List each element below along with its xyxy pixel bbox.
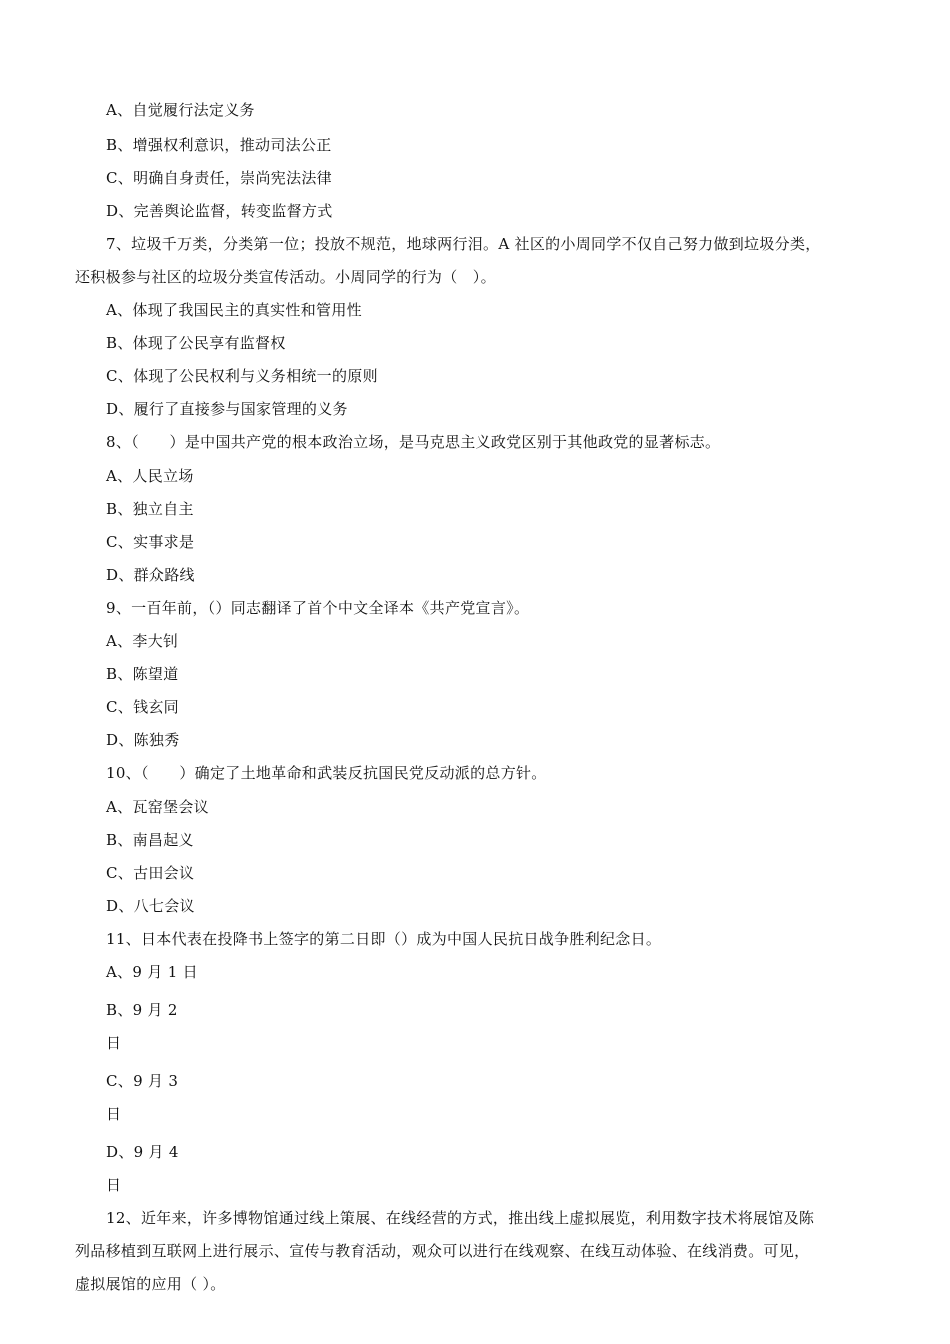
option-line: B、南昌起义 bbox=[106, 831, 194, 849]
option-line: D、群众路线 bbox=[106, 566, 195, 584]
option-line: B、陈望道 bbox=[106, 665, 179, 683]
option-line: A、人民立场 bbox=[106, 467, 194, 485]
option-line: B、9 月 2 bbox=[106, 1001, 178, 1019]
option-line: C、钱玄同 bbox=[106, 698, 179, 716]
question-10: 10、（ ）确定了土地革命和武装反抗国民党反动派的总方针。 bbox=[106, 764, 547, 782]
question-7-cont: 还积极参与社区的垃圾分类宣传活动。小周同学的行为（ ）。 bbox=[75, 268, 496, 286]
option-line: C、9 月 3 bbox=[106, 1072, 179, 1090]
question-9: 9、一百年前，（）同志翻译了首个中文全译本《共产党宣言》。 bbox=[106, 599, 530, 617]
option-line: A、自觉履行法定义务 bbox=[106, 101, 255, 119]
option-line: B、体现了公民享有监督权 bbox=[106, 334, 286, 352]
option-line: D、陈独秀 bbox=[106, 731, 180, 749]
question-11: 11、日本代表在投降书上签字的第二日即（）成为中国人民抗日战争胜利纪念日。 bbox=[106, 930, 662, 948]
option-line: C、体现了公民权利与义务相统一的原则 bbox=[106, 367, 378, 385]
option-line: B、增强权利意识，推动司法公正 bbox=[106, 136, 332, 154]
question-12-cont: 虚拟展馆的应用（ ）。 bbox=[75, 1275, 226, 1293]
option-line: C、明确自身责任，崇尚宪法法律 bbox=[106, 169, 332, 187]
option-line: A、李大钊 bbox=[106, 632, 179, 650]
option-line: A、9 月 1 日 bbox=[106, 963, 198, 981]
option-line: D、八七会议 bbox=[106, 897, 195, 915]
option-line-cont: 日 bbox=[106, 1176, 122, 1194]
question-7: 7、垃圾千万类，分类第一位；投放不规范，地球两行泪。A 社区的小周同学不仅自己努力做到垃圾分类， bbox=[106, 235, 821, 253]
question-8: 8、（ ）是中国共产党的根本政治立场，是马克思主义政党区别于其他政党的显著标志。 bbox=[106, 433, 721, 451]
question-12: 12、近年来，许多博物馆通过线上策展、在线经营的方式，推出线上虚拟展览，利用数字技术将展馆及陈 bbox=[106, 1209, 815, 1227]
option-line: C、实事求是 bbox=[106, 533, 195, 551]
option-line-cont: 日 bbox=[106, 1105, 122, 1123]
question-12-cont: 列品移植到互联网上进行展示、宣传与教育活动，观众可以进行在线观察、在线互动体验、在线消费。可见， bbox=[75, 1242, 810, 1260]
option-line: A、体现了我国民主的真实性和管用性 bbox=[106, 301, 362, 319]
option-line: D、完善舆论监督，转变监督方式 bbox=[106, 202, 333, 220]
option-line: A、瓦窑堡会议 bbox=[106, 798, 209, 816]
option-line: D、9 月 4 bbox=[106, 1143, 179, 1161]
option-line-cont: 日 bbox=[106, 1034, 122, 1052]
option-line: C、古田会议 bbox=[106, 864, 195, 882]
option-line: D、履行了直接参与国家管理的义务 bbox=[106, 400, 348, 418]
option-line: B、独立自主 bbox=[106, 500, 194, 518]
